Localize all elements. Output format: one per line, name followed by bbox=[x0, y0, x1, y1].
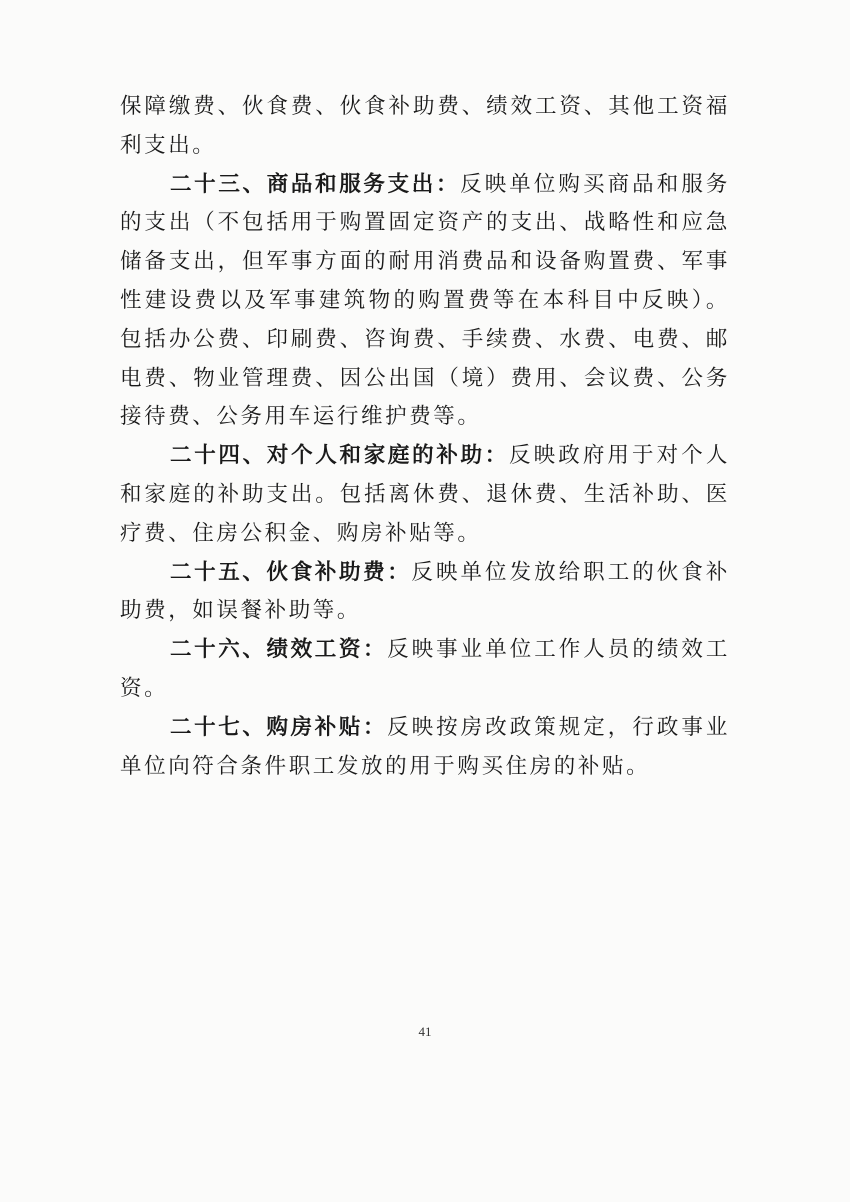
paragraph-text: 反映按房改政策规定，行政事业单位向符合条件职工发放的用于购买住房的补贴。 bbox=[120, 714, 730, 779]
paragraph-heading: 二十三、商品和服务支出： bbox=[170, 171, 461, 197]
paragraph-text: 反映事业单位工作人员的绩效工资。 bbox=[120, 637, 730, 701]
paragraph-text: 保障缴费、伙食费、伙食补助费、绩效工资、其他工资福利支出。 bbox=[120, 94, 730, 158]
paragraph-goods-and-services bbox=[120, 166, 730, 438]
paragraph-text: 反映单位发放给职工的伙食补助费，如误餐补助等。 bbox=[120, 559, 730, 624]
document-body bbox=[120, 88, 730, 786]
paragraph-household-subsidy bbox=[120, 437, 730, 553]
paragraph-continuation bbox=[120, 88, 730, 166]
paragraph-heading: 二十四、对个人和家庭的补助： bbox=[170, 443, 509, 469]
paragraph-performance-pay bbox=[120, 631, 730, 709]
paragraph-meal-subsidy bbox=[120, 554, 730, 632]
paragraph-text: 反映政府用于对个人和家庭的补助支出。包括离休费、退休费、生活补助、医疗费、住房公积金、购房补贴等。 bbox=[120, 443, 730, 546]
paragraph-heading: 二十六、绩效工资： bbox=[170, 637, 388, 663]
page-number: 41 bbox=[418, 1024, 432, 1039]
paragraph-text: 反映单位购买商品和服务的支出（不包括用于购置固定资产的支出、战略性和应急储备支出，但军事方面的耐用消费品和设备购置费、军事性建设费以及军事建筑物的购置费等在本科目中反映）。包括办公费、印刷费、咨询费、手续费、水费、电费、邮电费、物业管理费、因公出国（境）费用、会议费、公务接待费、公务用车运行维护费等。 bbox=[120, 171, 730, 430]
paragraph-heading: 二十五、伙食补助费： bbox=[170, 559, 412, 585]
paragraph-heading: 二十七、购房补贴： bbox=[170, 714, 388, 740]
paragraph-housing-subsidy bbox=[120, 709, 730, 787]
